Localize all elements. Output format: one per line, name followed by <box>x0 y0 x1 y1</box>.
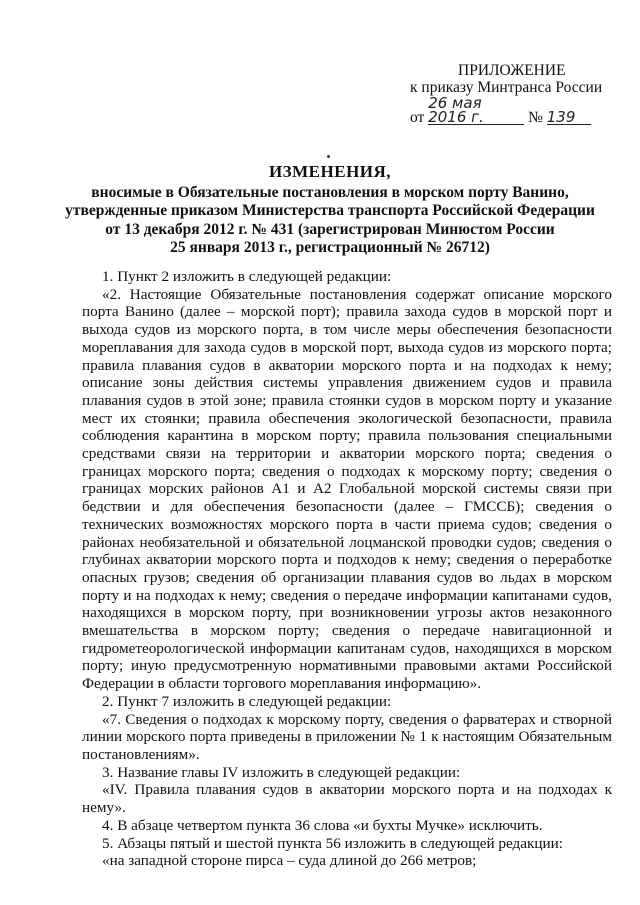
paragraph-6: «IV. Правила плавания судов в акватории морского порта и на подходах к нему». <box>82 781 612 817</box>
paragraph-9: «на западной стороне пирса – суда длиной до 266 метров; <box>102 852 477 870</box>
paragraph-1: 1. Пункт 2 изложить в следующей редакции: <box>102 268 392 285</box>
paragraph-5: 3. Название главы IV изложить в следующей редакции: <box>102 763 461 781</box>
title-line-4: от 13 декабря 2012 г. № 431 (зарегистрирован Минюстом России <box>105 220 555 238</box>
appendix-block <box>410 62 620 126</box>
appendix-date-line <box>410 96 620 126</box>
document-body <box>82 268 612 870</box>
paragraph-2: «2. Настоящие Обязательные постановления содержат описание морского порта Ванино (далее – морской порт); правила захода судов в морской порт и выхода судов из морского порта, в том числе меры обеспечения безопасности мореплавания для захода судов в морской порт, выхода судов из морского порта; правила плавания судов в акватории морского порта и на подходах к нему; описание зоны действия системы управления движением судов и правила плавания судов в этой зоне; правила стоянки судов в морском порту и указание мест их стоянки; правила обеспечения экологической безопасности, правила соблюдения карантина в морском порту; правила пользования специальными средствами связи на территории и акватории морского порта; сведения о границах морского порта; сведения о подходах к морскому порту; сведения о границах морских районов А1 и А2 Глобальной морской системы связи при бедствии и для обеспечения безопасности (далее – ГМССБ); сведения о технических возможностях морского порта в части приема судов; сведения о районах необязательной и обязательной лоцманской проводки судов; сведения о глубинах акватории морского порта и подходов к нему; сведения о переработке опасных грузов; сведения об организации плавания судов во льдах в морском порту и на подходах к нему; сведения о передаче информации капитанами судов, находящихся в морском порту, при возникновении угрозы актов незаконного вмешательства в морском порту; сведения о передаче навигационной и гидрометеорологической информации капитанам судов, находящихся в морском порту; иную предусмотренную нормативными правовыми актами Российской Федерации в области торгового мореплавания информацию». <box>82 285 612 693</box>
from-label: от <box>410 109 425 126</box>
title-line-3: утвержденные приказом Министерства транспорта Российской Федерации <box>65 202 595 219</box>
paragraph-3: 2. Пункт 7 изложить в следующей редакции: <box>102 692 392 710</box>
appendix-to: к приказу Минтранса России <box>410 79 603 96</box>
scan-dot <box>327 155 330 158</box>
appendix-title: ПРИЛОЖЕНИЕ <box>458 62 566 79</box>
handwritten-number: 139 <box>547 110 591 125</box>
paragraph-4: «7. Сведения о подходах к морскому порту, сведения о фарватерах и створной линии морского порта приведены в приложении № 1 к настоящим Обязательным постановлениям». <box>82 710 612 763</box>
title-line-1: ИЗМЕНЕНИЯ, <box>268 162 392 181</box>
handwritten-date: 26 мая 2016 г. <box>428 96 524 125</box>
paragraph-7: 4. В абзаце четвертом пункта 36 слова «и бухты Мучке» исключить. <box>102 816 543 834</box>
document-title <box>40 163 620 258</box>
title-line-2: вносимые в Обязательные постановления в морском порту Ванино, <box>91 183 569 201</box>
title-line-5: 25 января 2013 г., регистрационный № 26712) <box>170 239 490 256</box>
number-label: № <box>528 109 543 126</box>
paragraph-8: 5. Абзацы пятый и шестой пункта 56 изложить в следующей редакции: <box>102 834 564 852</box>
